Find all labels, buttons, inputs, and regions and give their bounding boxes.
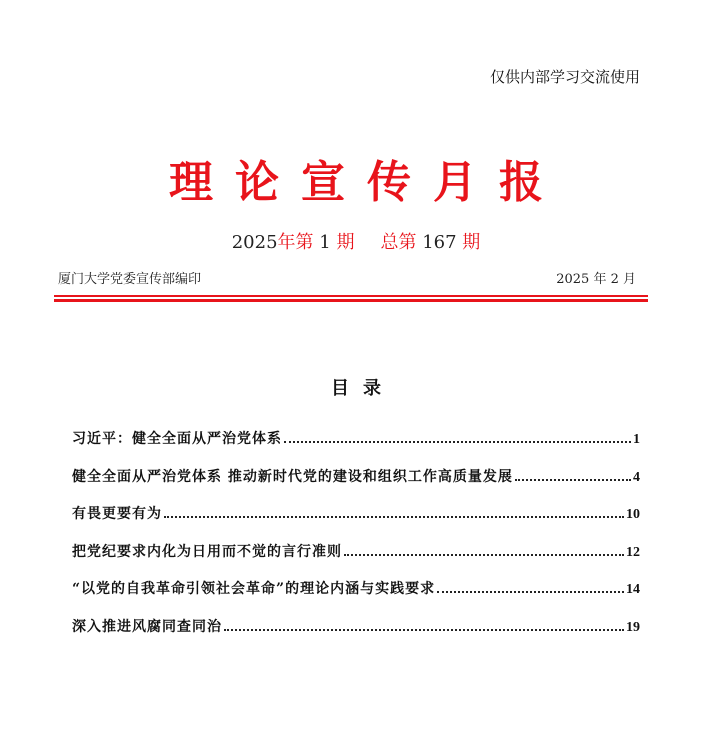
toc-entry-title: 习近平：健全全面从严治党体系 bbox=[72, 431, 282, 447]
toc-entry-page: 4 bbox=[633, 469, 640, 485]
issue-year-label: 年第 bbox=[277, 232, 314, 253]
toc-entry-title: “以党的自我革命引领社会革命”的理论内涵与实践要求 bbox=[72, 581, 436, 598]
toc-entry-page: 14 bbox=[626, 582, 640, 598]
toc-entry[interactable] bbox=[72, 466, 640, 504]
dot-leader bbox=[164, 516, 624, 518]
total-issue-number: 167 bbox=[422, 232, 457, 253]
toc-entry[interactable] bbox=[72, 541, 640, 579]
toc-entry-title: 有畏更要有为 bbox=[72, 506, 162, 523]
toc-entry-page: 19 bbox=[626, 619, 640, 635]
toc-entry[interactable] bbox=[72, 578, 640, 616]
header-divider-thin bbox=[54, 295, 648, 297]
toc-entry-page: 1 bbox=[633, 432, 640, 447]
dot-leader bbox=[515, 479, 631, 481]
dot-leader bbox=[224, 629, 624, 631]
dot-leader bbox=[437, 591, 624, 593]
toc-entry[interactable] bbox=[72, 503, 640, 541]
header-divider-thick bbox=[54, 299, 648, 302]
issue-line bbox=[0, 228, 712, 254]
total-issue-suffix: 期 bbox=[462, 232, 481, 253]
toc-entry-title: 健全全面从严治党体系 推动新时代党的建设和组织工作高质量发展 bbox=[72, 468, 513, 485]
toc-entry-title: 把党纪要求内化为日用而不觉的言行准则 bbox=[72, 543, 342, 560]
internal-use-notice: 仅供内部学习交流使用 bbox=[489, 68, 640, 86]
toc-entry-title: 深入推进风腐同查同治 bbox=[72, 618, 222, 635]
publisher: 厦门大学党委宣传部编印 bbox=[58, 272, 202, 287]
total-issue-label: 总第 bbox=[380, 232, 417, 253]
toc-entry-page: 12 bbox=[626, 544, 640, 560]
toc-entry-page: 10 bbox=[626, 507, 640, 523]
dot-leader bbox=[284, 441, 631, 443]
issue-year: 2025 bbox=[231, 232, 278, 253]
issue-label: 期 bbox=[336, 232, 355, 253]
publication-date: 2025 年 2 月 bbox=[556, 272, 636, 287]
toc-title: 目录 bbox=[331, 378, 395, 399]
issue-number: 1 bbox=[319, 232, 331, 253]
toc-entry[interactable] bbox=[72, 428, 640, 466]
table-of-contents bbox=[72, 428, 640, 654]
masthead-title: 理论宣传月报 bbox=[169, 157, 565, 208]
dot-leader bbox=[344, 554, 624, 556]
toc-entry[interactable] bbox=[72, 616, 640, 654]
